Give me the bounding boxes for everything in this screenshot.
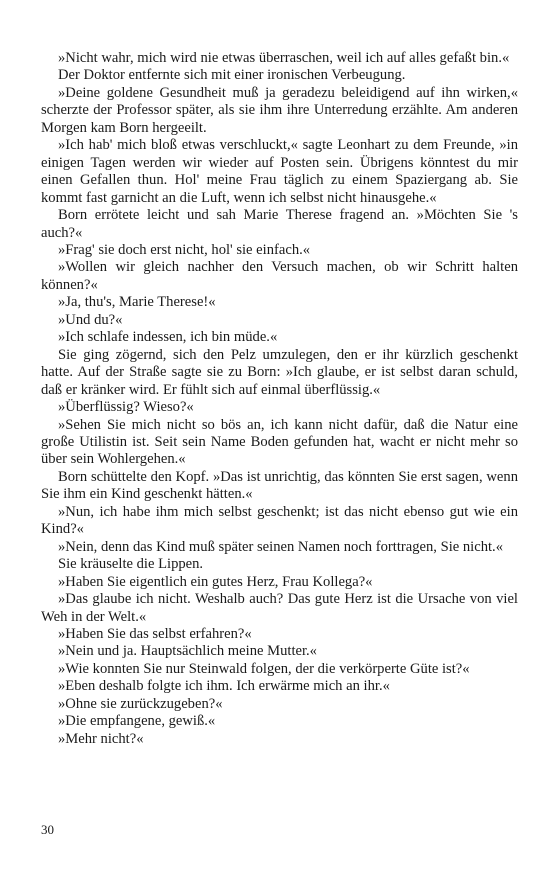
- paragraph: »Wollen wir gleich nachher den Versuch machen, ob wir Schritt halten können?«: [41, 259, 518, 293]
- paragraph: »Ich hab' mich bloß etwas verschluckt,« sagte Leonhart zu dem Freunde, »in einigen Tagen werden wir wieder auf Posten sein. Übrigens könntest du mir einen Gefallen thun. Hol' meine Frau täglich zu einem Spaziergang ab. Sie kommt fast garnicht an die Luft, wenn ich selbst nicht hinausgehe.«: [41, 137, 518, 206]
- paragraph: »Haben Sie eigentlich ein gutes Herz, Frau Kollega?«: [58, 573, 373, 590]
- paragraph: »Nein und ja. Hauptsächlich meine Mutter.«: [58, 643, 317, 660]
- paragraph: »Nicht wahr, mich wird nie etwas überraschen, weil ich auf alles gefaßt bin.«: [58, 50, 510, 66]
- body-text: [41, 50, 518, 748]
- paragraph: »Sehen Sie mich nicht so bös an, ich kann nicht dafür, daß die Natur eine große Utilistin ist. Seit sein Name Boden gefunden hat, wacht er nicht mehr so über sein Wohlergehen.«: [41, 416, 518, 468]
- page-number: 30: [41, 822, 54, 837]
- paragraph: »Die empfangene, gewiß.«: [58, 713, 216, 730]
- paragraph: »Eben deshalb folgte ich ihm. Ich erwärme mich an ihr.«: [58, 678, 390, 695]
- paragraph: Der Doktor entfernte sich mit einer ironischen Verbeugung.: [58, 67, 406, 84]
- paragraph: »Wie konnten Sie nur Steinwald folgen, der die verkörperte Güte ist?«: [58, 660, 470, 677]
- paragraph: Sie ging zögernd, sich den Pelz umzulegen, den er ihr kürzlich geschenkt hatte. Auf der Straße sagte sie zu Born: »Ich glaube, er ist selbst daran schuld, daß er kränker wird. Er fühlt sich auf einmal überflüssig.«: [41, 346, 518, 398]
- paragraph: »Ich schlafe indessen, ich bin müde.«: [58, 329, 278, 346]
- paragraph: »Ohne sie zurückzugeben?«: [58, 695, 223, 712]
- paragraph: »Nun, ich habe ihm mich selbst geschenkt; ist das nicht ebenso gut wie ein Kind?«: [41, 503, 518, 538]
- paragraph: »Das glaube ich nicht. Weshalb auch? Das gute Herz ist die Ursache von viel Weh in der Welt.«: [41, 591, 518, 625]
- paragraph: »Frag' sie doch erst nicht, hol' sie einfach.«: [58, 241, 311, 258]
- paragraph: Sie kräuselte die Lippen.: [58, 556, 204, 573]
- paragraph: »Und du?«: [58, 311, 123, 328]
- paragraph: Born errötete leicht und sah Marie Therese fragend an. »Möchten Sie 's auch?«: [41, 207, 518, 241]
- paragraph: »Ja, thu's, Marie Therese!«: [58, 294, 216, 311]
- paragraph: »Haben Sie das selbst erfahren?«: [58, 625, 252, 642]
- paragraph: »Deine goldene Gesundheit muß ja geradezu beleidigend auf ihn wirken,« scherzte der Professor später, als sie ihm ihre Unterredung erzählte. Am anderen Morgen kam Born hergeeilt.: [41, 84, 518, 136]
- paragraph: Born schüttelte den Kopf. »Das ist unrichtig, das könnten Sie erst sagen, wenn Sie ihm ein Kind geschenkt hätten.«: [41, 468, 518, 503]
- paragraph: »Mehr nicht?«: [58, 730, 144, 747]
- paragraph: »Nein, denn das Kind muß später seinen Namen noch forttragen, Sie nicht.«: [58, 538, 503, 555]
- paragraph: »Überflüssig? Wieso?«: [58, 399, 194, 416]
